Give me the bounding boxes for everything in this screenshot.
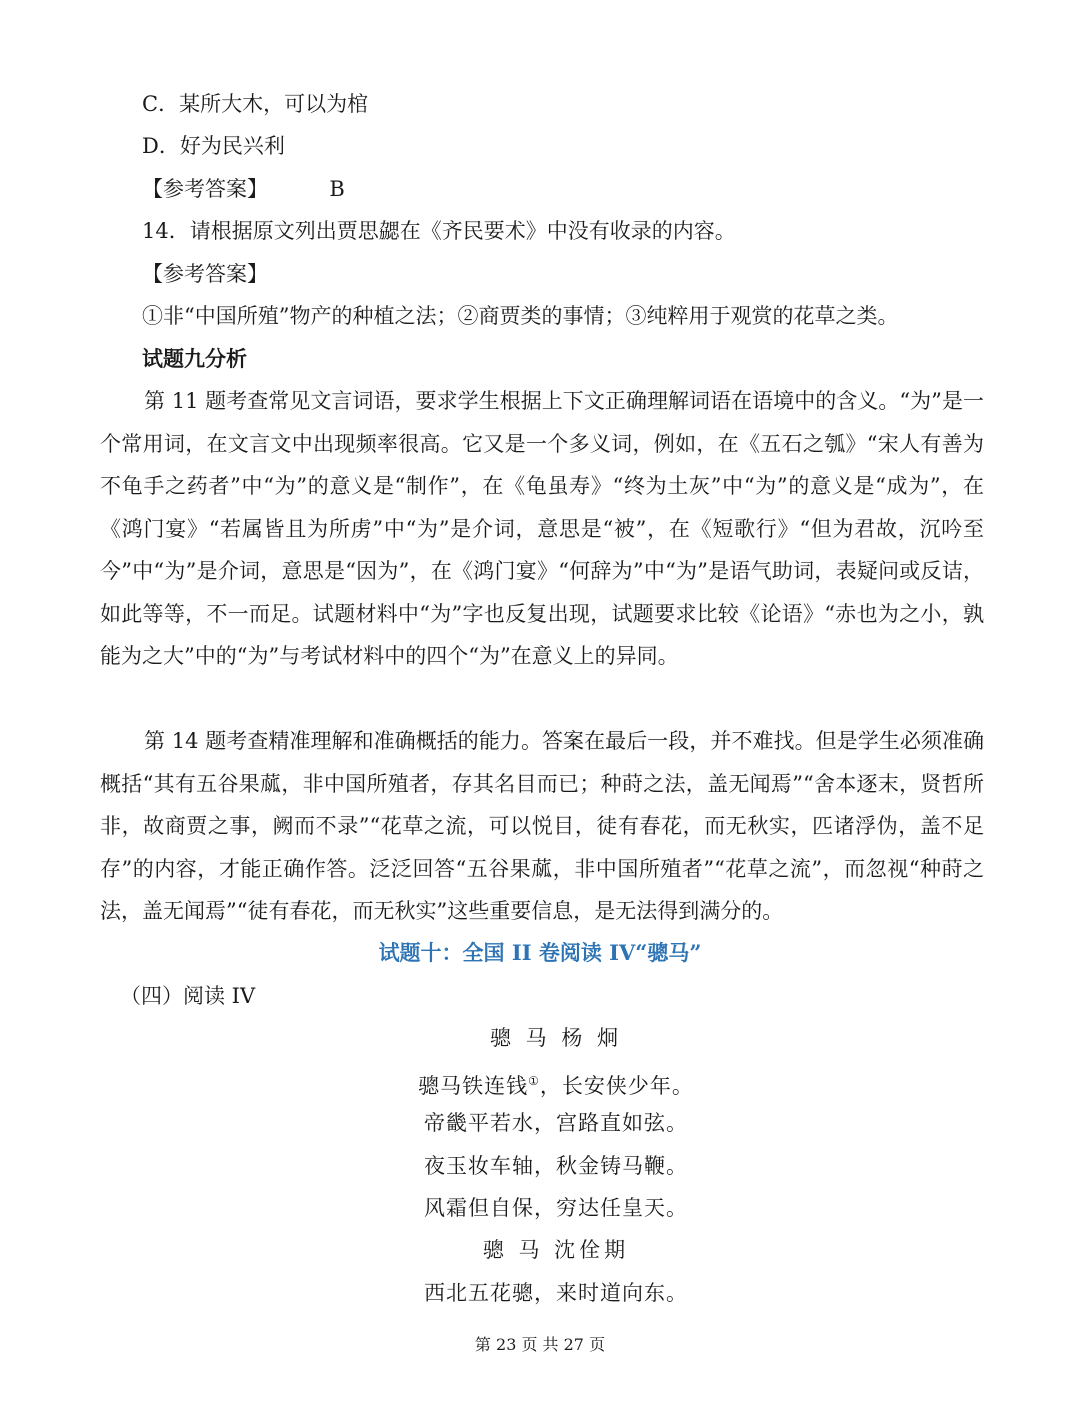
question-14: 14．请根据原文列出贾思勰在《齐民要术》中没有收录的内容。 [142, 219, 736, 243]
poem-1-line-4: 风霜但自保，穷达任皇天。 [424, 1196, 688, 1220]
option-d: D．好为民兴利 [142, 134, 285, 158]
answer-14-label: 【参考答案】 [142, 262, 268, 286]
analysis-paragraph-1: 第 11 题考查常见文言词语，要求学生根据上下文正确理解词语在语境中的含义。“为”是一个常用词，在文言文中出现频率很高。它又是一个多义词，例如，在《五石之瓠》“宋人有善为不龟手之药者”中“为”的意义是“制作”，在《龟虽寿》“终为土灰”中“为”的意义是“成为”，在《鸿门宴》“若属皆且为所虏”中“为”是介词，意思是“被”，在《短歌行》“但为君故，沉吟至今”中“为”是介词，意思是“因为”，在《鸿门宴》“何辞为”中“为”是语气助词，表疑问或反诘，如此等等，不一而足。试题材料中“为”字也反复出现，试题要求比较《论语》“赤也为之小，孰能为之大”中的“为”与考试材料中的四个“为”在意义上的异同。 [100, 389, 984, 668]
option-c: C．某所大木，可以为棺 [142, 92, 369, 116]
footnote-marker: ① [528, 1074, 540, 1088]
page-footer: 第 23 页 共 27 页 [474, 1335, 606, 1354]
poem-1-line-1: 骢马铁连钱①，长安侠少年。 [418, 1074, 694, 1098]
analysis-paragraph-2: 第 14 题考查精准理解和准确概括的能力。答案在最后一段，并不难找。但是学生必须准确概括“其有五谷果蓏，非中国所殖者，存其名目而已；种莳之法，盖无闻焉”“舍本逐末，贤哲所非，故商贾之事，阙而不录”“花草之流，可以悦目，徒有春花，而无秋实，匹诸浮伪，盖不足存”的内容，才能正确作答。泛泛回答“五谷果蓏，非中国所殖者”“花草之流”，而忽视“种莳之法，盖无闻焉”“徒有春花，而无秋实”这些重要信息，是无法得到满分的。 [100, 729, 984, 923]
poem-1-title: 骢 马 杨 炯 [489, 1026, 623, 1050]
poem-2-title: 骢 马 沈佺期 [482, 1238, 630, 1262]
answer-14-content: ①非“中国所殖”物产的种植之法；②商贾类的事情；③纯粹用于观赏的花草之类。 [142, 304, 899, 328]
answer-13 [142, 174, 345, 204]
answer-value: B [329, 177, 345, 201]
answer-label: 【参考答案】 [142, 177, 268, 201]
section-heading: 试题十：全国 II 卷阅读 IV“骢马” [378, 940, 702, 965]
reading-subheading: （四）阅读 IV [120, 984, 256, 1008]
poem-2-line-1: 西北五花骢，来时道向东。 [424, 1281, 688, 1305]
poem-1-line-2: 帝畿平若水，宫路直如弦。 [424, 1111, 688, 1135]
poem-1-line-3: 夜玉妆车轴，秋金铸马鞭。 [424, 1154, 688, 1178]
analysis-title: 试题九分析 [142, 346, 247, 371]
